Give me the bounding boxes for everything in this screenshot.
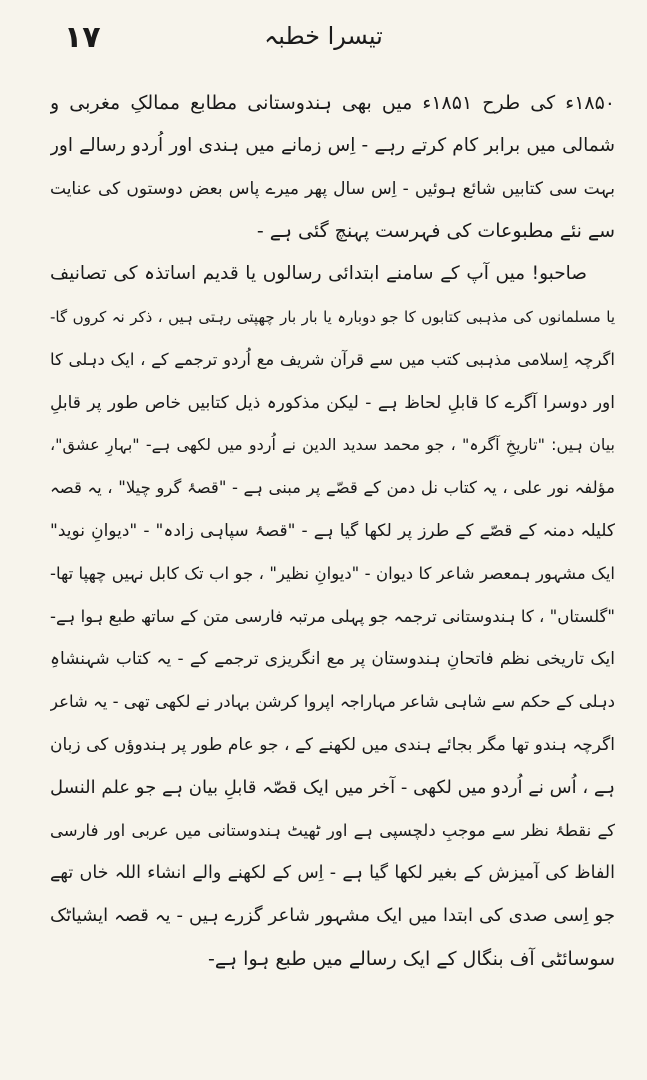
- text-line: کلیلہ دمنہ کے قصّے کے طرز پر لکھا گیا ہے - "قصۂ سپاہی زادہ" - "دیوانِ نوید": [50, 520, 615, 541]
- text-line: ایک تاریخی نظم فاتحانِ ہندوستان پر مع انگریزی ترجمے کے - یہ کتاب شہنشاہِ: [50, 649, 615, 670]
- text-line: ایک مشہور ہمعصر شاعر کا دیوان - "دیوانِ نظیر" ، جو اب تک کابل نہیں چھپا تھا-: [50, 563, 615, 583]
- text-line: سے نئے مطبوعات کی فہرست پہنچ گئی ہے -: [256, 220, 615, 243]
- page-header: [0, 18, 647, 58]
- text-line: بیان ہیں: "تاریخِ آگرہ" ، جو محمد سدید الدین نے اُردو میں لکھی ہے- "بہارِ عشق"،: [50, 435, 615, 455]
- text-line: ہے ، اُس نے اُردو میں لکھی - آخر میں ایک قصّہ قابلِ بیان ہے جو علم النسل: [50, 776, 615, 798]
- text-line: سوسائٹی آف بنگال کے ایک رسالے میں طبع ہوا ہے-: [208, 947, 615, 970]
- text-line: "گلستاں" ، کا ہندوستانی ترجمہ جو پہلی مرتبہ فارسی متن کے ساتھ طبع ہوا ہے-: [50, 606, 615, 626]
- text-line: اگرچہ ہندو تھا مگر بجائے ہندی میں لکھنے کے ، جو عام طور پر ہندوؤں کی زبان: [50, 734, 615, 755]
- text-line: کے نقطۂ نظر سے موجبِ دلچسپی ہے اور ٹھیٹ ہندوستانی میں عربی اور فارسی: [50, 820, 615, 840]
- text-line: شمالی میں برابر کام کرتے رہے - اِس زمانے میں ہندی اور اُردو رسالے اور: [50, 134, 615, 156]
- text-line: یا مسلمانوں کی مذہبی کتابوں کا جو دوبارہ یا بار بار چھپتی رہتی ہیں ، ذکر نہ کروں گا-: [50, 307, 615, 326]
- text-line: صاحبو! میں آپ کے سامنے ابتدائی رسالوں یا قدیم اساتذہ کی تصانیف: [50, 263, 587, 285]
- text-line: دہلی کے حکم سے شاہی شاعر مہاراجہ اپروا کرشن بہادر نے لکھی تھی - یہ شاعر: [50, 692, 615, 712]
- text-line: الفاظ کی آمیزش کے بغیر لکھا گیا ہے - اِس کے لکھنے والے انشاء اللہ خاں تھے: [50, 863, 615, 884]
- text-line: اگرچہ اِسلامی مذہبی کتب میں سے قرآن شریف مع اُردو ترجمے کے ، ایک دہلی کا: [50, 349, 615, 369]
- text-line: مؤلفہ نور علی ، یہ کتاب نل دمن کے قصّے پر مبنی ہے - "قصۂ گرو چیلا" ، یہ قصہ: [50, 478, 615, 498]
- running-title: تیسرا خطبہ: [264, 22, 383, 50]
- text-line: ۱۸۵۰ء کی طرح ۱۸۵۱ء میں بھی ہندوستانی مطابع ممالکِ مغربی و: [50, 92, 615, 114]
- text-line: اور دوسرا آگرے کا قابلِ لحاظ ہے - لیکن مذکورہ ذیل کتابیں خاص طور پر قابلِ: [50, 392, 615, 413]
- text-line: بہت سی کتابیں شائع ہوئیں - اِس سال پھر میرے پاس بعض دوستوں کی عنایت: [50, 178, 615, 199]
- text-line: جو اِسی صدی کی ابتدا میں ایک مشہور شاعر گزرے ہیں - یہ قصہ ایشیاٹک: [50, 905, 615, 927]
- page-number: ۱۷: [64, 20, 101, 55]
- body-text: [50, 82, 615, 981]
